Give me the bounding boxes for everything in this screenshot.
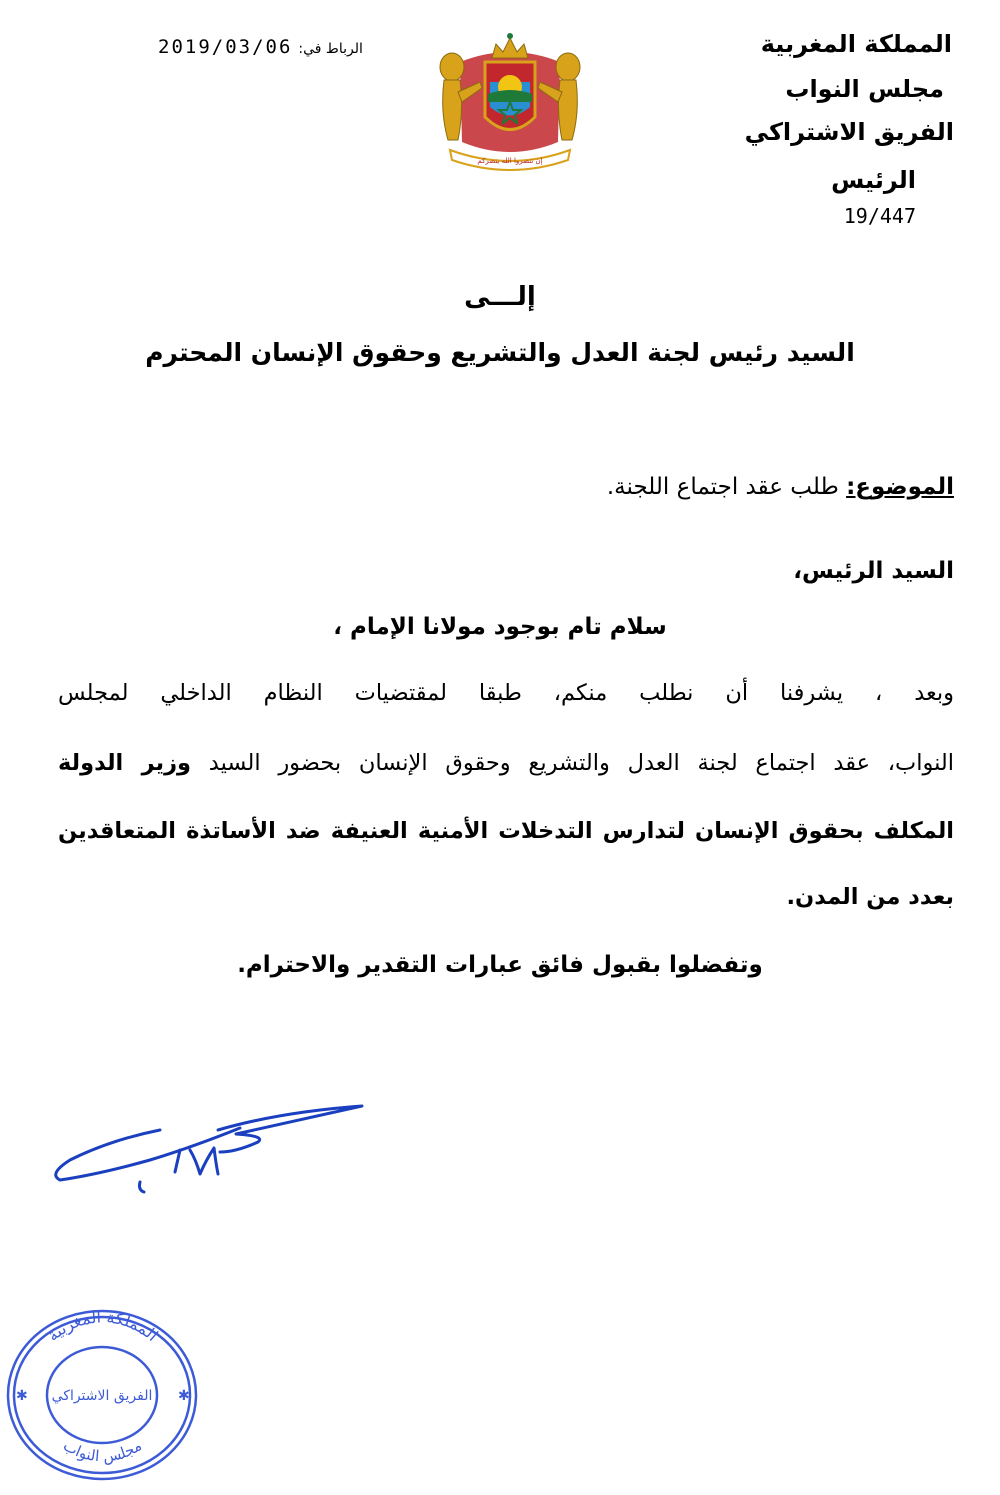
- stamp-bottom-path: مجلس النواب: [60, 1436, 145, 1466]
- subject-text: طلب عقد اجتماع اللجنة.: [606, 474, 839, 500]
- kingdom-name: المملكة المغربية: [760, 30, 952, 58]
- date-value: 2019/03/06: [158, 36, 293, 58]
- body-line-3: المكلف بحقوق الإنسان لتدارس التدخلات الأمنية العنيفة ضد الأساتذة المتعاقدين: [58, 818, 954, 844]
- body-line-4: بعدد من المدن.: [786, 884, 954, 910]
- body-line-1: وبعد ، يشرفنا أن نطلب منكم، طبقا لمقتضيات النظام الداخلي لمجلس: [58, 680, 954, 706]
- group-name: الفريق الاشتراكي: [744, 118, 954, 146]
- stamp-outer-text: [43, 1307, 161, 1344]
- addressee-heading: إلـــى: [464, 282, 536, 312]
- svg-text:✱: ✱: [178, 1388, 190, 1404]
- body-line-2: [58, 750, 954, 776]
- subject-line: [607, 474, 954, 500]
- svg-text:✱: ✱: [16, 1388, 28, 1404]
- recipient-title: السيد رئيس لجنة العدل والتشريع وحقوق الإنسان المحترم: [145, 338, 855, 367]
- reference-number: 19/447: [843, 204, 916, 228]
- signature-icon: [40, 1090, 380, 1200]
- closing-line: وتفضلوا بقبول فائق عبارات التقدير والاحترام.: [237, 952, 763, 978]
- salutation: السيد الرئيس،: [793, 558, 954, 584]
- emblem-motto: إن تنصروا الله ينصركم: [477, 157, 543, 165]
- official-stamp-icon: [0, 1300, 205, 1485]
- parliament-name: مجلس النواب: [785, 75, 944, 103]
- sender-title: الرئيس: [831, 166, 916, 194]
- body-line-2-text: النواب، عقد اجتماع لجنة العدل والتشريع وحقوق الإنسان بحضور السيد: [208, 750, 954, 776]
- body-line-2-bold: وزير الدولة: [58, 750, 192, 776]
- date-line: [158, 36, 363, 58]
- stamp-outer-path: المملكة المغربية: [43, 1307, 162, 1345]
- stamp-inner-text: الفريق الاشتراكي: [51, 1388, 153, 1404]
- greeting: سلام تام بوجود مولانا الإمام ،: [333, 614, 667, 640]
- coat-of-arms-icon: [430, 22, 590, 180]
- stamp-bottom-text: [60, 1436, 145, 1466]
- date-label: الرباط في:: [298, 41, 363, 57]
- subject-label: الموضوع:: [846, 474, 954, 500]
